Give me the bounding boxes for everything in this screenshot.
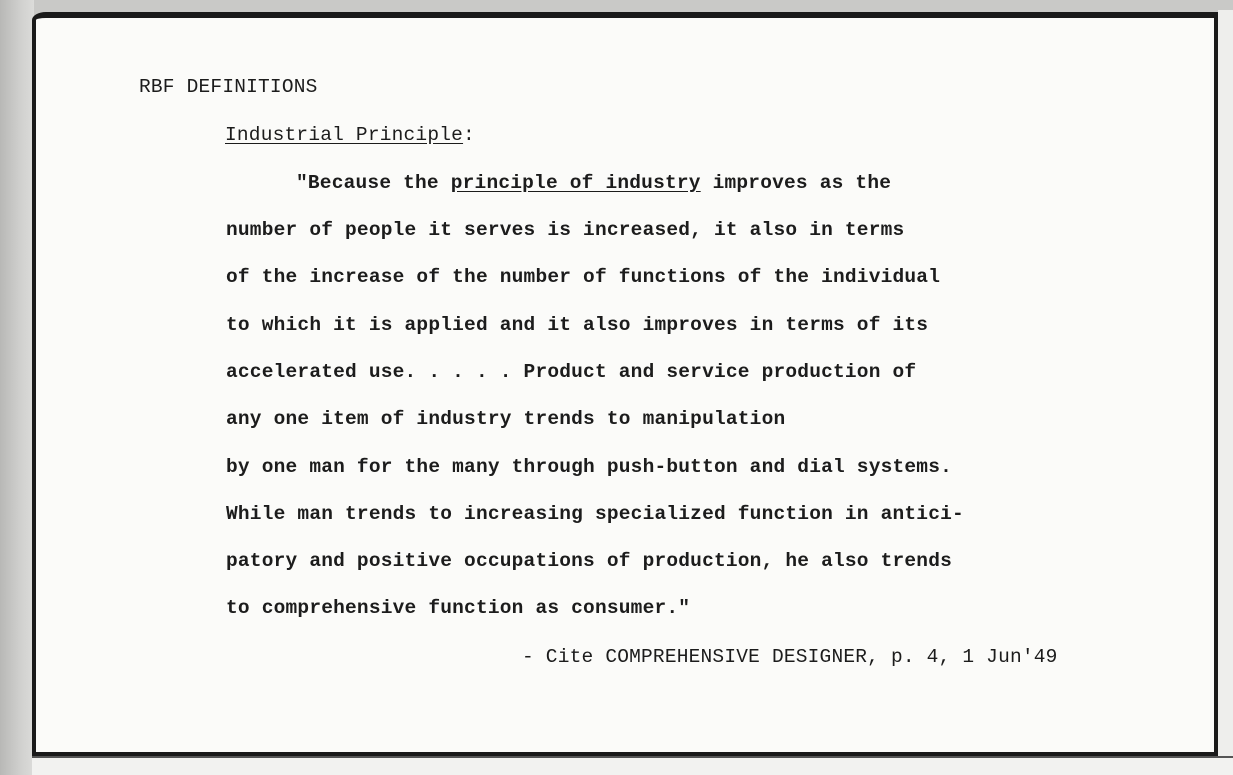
quote-line — [226, 455, 952, 479]
next-card-edge — [32, 756, 1233, 775]
quote-text: number of people it serves is increased, it also in terms — [226, 219, 905, 241]
quote-text: any one item of industry trends to manipulation — [226, 408, 786, 430]
quote-text: by one man for the many through push-button and dial systems. — [226, 456, 953, 478]
quote-text: to comprehensive function as consumer." — [226, 597, 691, 619]
quote-line — [226, 549, 952, 573]
card-heading: RBF DEFINITIONS — [139, 76, 318, 98]
quote-line — [226, 218, 904, 242]
term-name: Industrial Principle — [225, 124, 464, 146]
quote-text: to which it is applied and it also improves in terms of its — [226, 314, 929, 336]
quote-text: patory and positive occupations of production, he also trends — [226, 550, 953, 572]
quote-text: of the increase of the number of functions of the individual — [226, 266, 941, 288]
quote-line — [296, 171, 891, 195]
right-paper-margin — [1218, 10, 1233, 756]
quote-line — [226, 407, 785, 431]
quote-line — [226, 360, 916, 384]
page-edge-shadow — [0, 0, 34, 775]
quote-line — [226, 502, 964, 526]
quote-line — [226, 265, 940, 289]
quote-text: While man trends to increasing specialized function in antici- — [226, 503, 964, 525]
term-colon: : — [463, 124, 475, 146]
citation: - Cite COMPREHENSIVE DESIGNER, p. 4, 1 Jun'49 — [522, 646, 1058, 668]
term-title — [225, 123, 475, 147]
quote-text: improves as the — [700, 172, 892, 194]
quote-text: accelerated use. . . . . Product and service production of — [226, 361, 917, 383]
quote-emphasis: principle of industry — [450, 172, 701, 194]
quote-line — [226, 596, 690, 620]
quote-line — [226, 313, 928, 337]
quote-text: "Because the — [296, 172, 451, 194]
